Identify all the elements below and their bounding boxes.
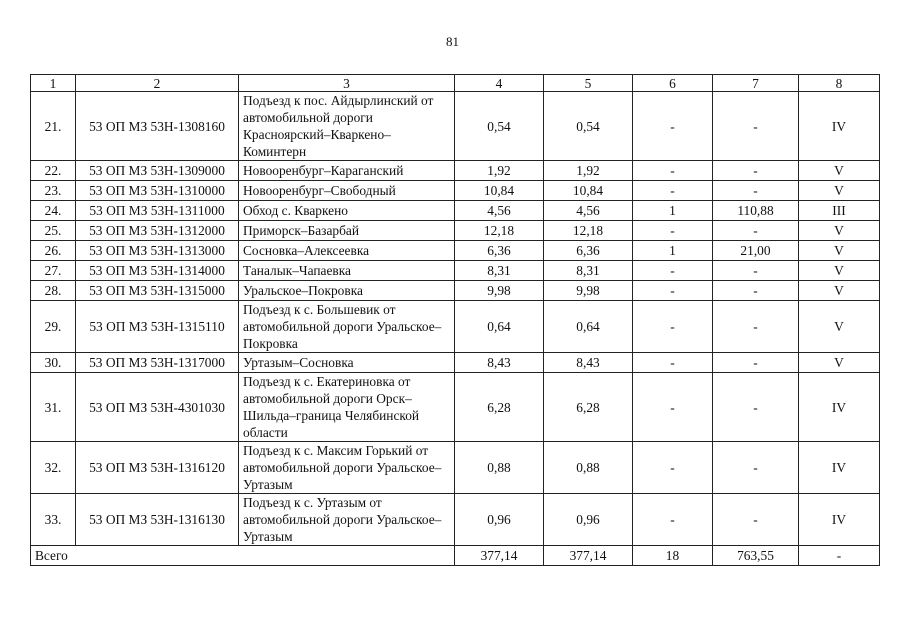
- road-name-cell: Уртазым–Сосновка: [239, 353, 455, 373]
- row-number-cell: 32.: [31, 442, 76, 494]
- category-cell: IV: [799, 373, 880, 442]
- value-cell: 0,96: [544, 494, 633, 546]
- category-cell: V: [799, 161, 880, 181]
- road-code-cell: 53 ОП МЗ 53Н-1312000: [76, 221, 239, 241]
- total-cell: 377,14: [544, 546, 633, 566]
- header-cell: 3: [239, 75, 455, 92]
- value-cell: 1: [633, 201, 713, 221]
- table-row: [31, 92, 880, 161]
- row-number-cell: 29.: [31, 301, 76, 353]
- value-cell: 0,64: [544, 301, 633, 353]
- value-cell: -: [713, 373, 799, 442]
- page-number: 81: [446, 34, 459, 49]
- value-cell: -: [633, 261, 713, 281]
- value-cell: 1,92: [455, 161, 544, 181]
- category-cell: IV: [799, 442, 880, 494]
- road-name-cell: Подъезд к с. Большевик от автомобильной дороги Уральское–Покровка: [239, 301, 455, 353]
- value-cell: -: [633, 92, 713, 161]
- table-row: [31, 161, 880, 181]
- row-number-cell: 28.: [31, 281, 76, 301]
- value-cell: 21,00: [713, 241, 799, 261]
- road-name-cell: Сосновка–Алексеевка: [239, 241, 455, 261]
- table-row: [31, 261, 880, 281]
- value-cell: -: [713, 353, 799, 373]
- value-cell: 0,54: [544, 92, 633, 161]
- value-cell: 8,43: [544, 353, 633, 373]
- total-cell: 18: [633, 546, 713, 566]
- value-cell: -: [633, 301, 713, 353]
- table-row: [31, 373, 880, 442]
- value-cell: -: [633, 221, 713, 241]
- header-cell: 6: [633, 75, 713, 92]
- value-cell: 10,84: [544, 181, 633, 201]
- road-code-cell: 53 ОП МЗ 53Н-1313000: [76, 241, 239, 261]
- road-name-cell: Подъезд к пос. Айдырлинский от автомобильной дороги Красноярский–Кваркено–Коминтерн: [239, 92, 455, 161]
- value-cell: 0,64: [455, 301, 544, 353]
- road-code-cell: 53 ОП МЗ 53Н-1316130: [76, 494, 239, 546]
- total-row: [31, 546, 880, 566]
- value-cell: 6,36: [455, 241, 544, 261]
- row-number-cell: 27.: [31, 261, 76, 281]
- table-row: [31, 442, 880, 494]
- road-code-cell: 53 ОП МЗ 53Н-1316120: [76, 442, 239, 494]
- row-number-cell: 30.: [31, 353, 76, 373]
- value-cell: 12,18: [455, 221, 544, 241]
- row-number-cell: 25.: [31, 221, 76, 241]
- roads-table: [30, 74, 880, 566]
- road-code-cell: 53 ОП МЗ 53Н-1310000: [76, 181, 239, 201]
- category-cell: V: [799, 261, 880, 281]
- value-cell: -: [633, 373, 713, 442]
- category-cell: V: [799, 221, 880, 241]
- road-name-cell: Подъезд к с. Максим Горький от автомобильной дороги Уральское–Уртазым: [239, 442, 455, 494]
- table-row: [31, 301, 880, 353]
- row-number-cell: 31.: [31, 373, 76, 442]
- value-cell: -: [633, 442, 713, 494]
- total-cell: 377,14: [455, 546, 544, 566]
- value-cell: 4,56: [455, 201, 544, 221]
- table-row: [31, 494, 880, 546]
- header-cell: 1: [31, 75, 76, 92]
- header-cell: 5: [544, 75, 633, 92]
- road-name-cell: Обход с. Кваркено: [239, 201, 455, 221]
- value-cell: -: [713, 221, 799, 241]
- value-cell: 4,56: [544, 201, 633, 221]
- category-cell: IV: [799, 494, 880, 546]
- road-code-cell: 53 ОП МЗ 53Н-1308160: [76, 92, 239, 161]
- road-name-cell: Таналык–Чапаевка: [239, 261, 455, 281]
- table-row: [31, 353, 880, 373]
- value-cell: -: [713, 301, 799, 353]
- value-cell: 8,31: [544, 261, 633, 281]
- value-cell: -: [713, 442, 799, 494]
- table-row: [31, 181, 880, 201]
- category-cell: III: [799, 201, 880, 221]
- table-row: [31, 201, 880, 221]
- total-cell: -: [799, 546, 880, 566]
- value-cell: -: [713, 92, 799, 161]
- category-cell: V: [799, 281, 880, 301]
- table-body: [31, 92, 880, 546]
- category-cell: IV: [799, 92, 880, 161]
- value-cell: 12,18: [544, 221, 633, 241]
- value-cell: -: [633, 494, 713, 546]
- row-number-cell: 21.: [31, 92, 76, 161]
- value-cell: 1: [633, 241, 713, 261]
- road-code-cell: 53 ОП МЗ 53Н-1315000: [76, 281, 239, 301]
- value-cell: 6,28: [455, 373, 544, 442]
- road-code-cell: 53 ОП МЗ 53Н-1315110: [76, 301, 239, 353]
- category-cell: V: [799, 181, 880, 201]
- table-row: [31, 221, 880, 241]
- total-cell: 763,55: [713, 546, 799, 566]
- road-name-cell: Приморск–Базарбай: [239, 221, 455, 241]
- value-cell: 1,92: [544, 161, 633, 181]
- value-cell: 10,84: [455, 181, 544, 201]
- row-number-cell: 26.: [31, 241, 76, 261]
- row-number-cell: 22.: [31, 161, 76, 181]
- value-cell: 0,96: [455, 494, 544, 546]
- value-cell: -: [633, 281, 713, 301]
- header-cell: 2: [76, 75, 239, 92]
- road-code-cell: 53 ОП МЗ 53Н-4301030: [76, 373, 239, 442]
- table-row: [31, 241, 880, 261]
- road-name-cell: Подъезд к с. Екатериновка от автомобильной дороги Орск–Шильда–граница Челябинской области: [239, 373, 455, 442]
- table-row: [31, 281, 880, 301]
- value-cell: 8,31: [455, 261, 544, 281]
- value-cell: 6,36: [544, 241, 633, 261]
- value-cell: -: [633, 181, 713, 201]
- value-cell: -: [713, 494, 799, 546]
- road-name-cell: Подъезд к с. Уртазым от автомобильной дороги Уральское–Уртазым: [239, 494, 455, 546]
- value-cell: 110,88: [713, 201, 799, 221]
- value-cell: 0,54: [455, 92, 544, 161]
- value-cell: 8,43: [455, 353, 544, 373]
- header-cell: 7: [713, 75, 799, 92]
- value-cell: 6,28: [544, 373, 633, 442]
- value-cell: -: [713, 161, 799, 181]
- value-cell: -: [633, 161, 713, 181]
- header-cell: 4: [455, 75, 544, 92]
- row-number-cell: 23.: [31, 181, 76, 201]
- road-name-cell: Новооренбург–Караганский: [239, 161, 455, 181]
- value-cell: 0,88: [455, 442, 544, 494]
- value-cell: -: [633, 353, 713, 373]
- category-cell: V: [799, 353, 880, 373]
- road-name-cell: Новооренбург–Свободный: [239, 181, 455, 201]
- header-row: [31, 75, 880, 92]
- total-label: Всего: [31, 546, 455, 566]
- category-cell: V: [799, 301, 880, 353]
- category-cell: V: [799, 241, 880, 261]
- row-number-cell: 24.: [31, 201, 76, 221]
- road-code-cell: 53 ОП МЗ 53Н-1314000: [76, 261, 239, 281]
- road-code-cell: 53 ОП МЗ 53Н-1317000: [76, 353, 239, 373]
- row-number-cell: 33.: [31, 494, 76, 546]
- value-cell: 9,98: [544, 281, 633, 301]
- road-code-cell: 53 ОП МЗ 53Н-1311000: [76, 201, 239, 221]
- value-cell: 0,88: [544, 442, 633, 494]
- road-code-cell: 53 ОП МЗ 53Н-1309000: [76, 161, 239, 181]
- value-cell: -: [713, 281, 799, 301]
- value-cell: 9,98: [455, 281, 544, 301]
- header-cell: 8: [799, 75, 880, 92]
- value-cell: -: [713, 181, 799, 201]
- road-name-cell: Уральское–Покровка: [239, 281, 455, 301]
- value-cell: -: [713, 261, 799, 281]
